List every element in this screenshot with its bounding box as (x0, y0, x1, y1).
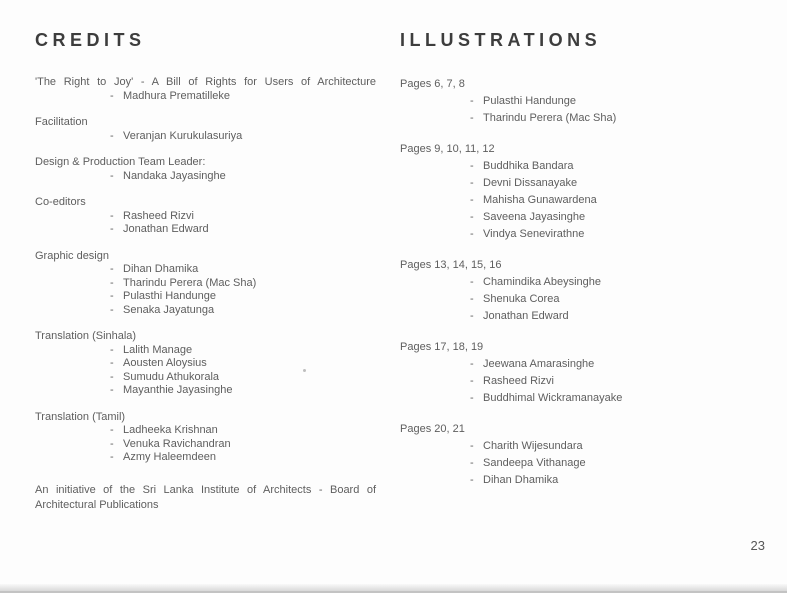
scan-artifact-dot (303, 369, 306, 372)
illustrations-section (400, 257, 750, 325)
person-name: Sandeepa Vithanage (483, 457, 586, 469)
name-row (400, 472, 750, 489)
section-label: Pages 20, 21 (400, 423, 465, 435)
list-dash-marker: - (110, 263, 114, 275)
name-row (35, 371, 376, 385)
list-dash-marker: - (470, 95, 474, 107)
name-row (35, 384, 376, 398)
person-name: Rasheed Rizvi (123, 209, 194, 222)
person-name: Dihan Dhamika (123, 263, 199, 275)
list-dash-marker: - (470, 358, 474, 370)
name-row (35, 223, 376, 237)
credits-title: CREDITS (35, 30, 146, 50)
section-label: Translation (Sinhala) (35, 330, 137, 342)
person-name: Tharindu Perera (Mac Sha) (483, 112, 617, 124)
section-label: 'The Right to Joy' - A Bill of Rights for Users of Architecture (35, 76, 376, 88)
person-name: Venuka Ravichandran (123, 437, 231, 450)
person-name: Mayanthie Jayasinghe (123, 384, 233, 396)
illustrations-section (400, 421, 750, 489)
person-name: Sumudu Athukorala (123, 370, 220, 383)
person-name: Azmy Haleemdeen (123, 451, 216, 463)
list-dash-marker: - (470, 160, 474, 172)
illustrations-section (400, 76, 750, 127)
credits-section-list (35, 76, 376, 465)
name-row (400, 308, 750, 325)
name-row (400, 274, 750, 291)
section-label: Co-editors (35, 196, 86, 208)
list-dash-marker: - (110, 276, 114, 289)
name-row (35, 90, 376, 104)
name-row (35, 290, 376, 304)
credits-section (35, 156, 376, 183)
list-dash-marker: - (470, 310, 474, 322)
list-dash-marker: - (110, 129, 114, 142)
name-row (35, 170, 376, 184)
person-name: Tharindu Perera (Mac Sha) (123, 276, 257, 289)
list-dash-marker: - (110, 357, 114, 369)
page-bottom-edge (0, 584, 787, 593)
name-row (400, 175, 750, 192)
credits-section (35, 411, 376, 465)
section-label: Pages 9, 10, 11, 12 (400, 143, 495, 155)
name-row (400, 226, 750, 243)
name-row (35, 344, 376, 358)
name-row (35, 357, 376, 371)
person-name: Jeewana Amarasinghe (483, 358, 595, 370)
credits-section (35, 196, 376, 237)
person-name: Chamindika Abeysinghe (483, 276, 602, 288)
section-label: Graphic design (35, 249, 109, 262)
illustrations-column (400, 30, 750, 503)
section-label: Pages 17, 18, 19 (400, 341, 484, 353)
person-name: Saveena Jayasinghe (483, 211, 586, 223)
name-row (35, 304, 376, 318)
list-dash-marker: - (110, 169, 114, 182)
name-row (35, 263, 376, 277)
name-row (400, 356, 750, 373)
list-dash-marker: - (110, 437, 114, 450)
person-name: Shenuka Corea (483, 293, 560, 305)
list-dash-marker: - (110, 290, 114, 302)
person-name: Jonathan Edward (123, 223, 209, 235)
credits-section (35, 116, 376, 143)
section-label: Pages 13, 14, 15, 16 (400, 259, 502, 271)
list-dash-marker: - (470, 392, 474, 404)
list-dash-marker: - (470, 457, 474, 469)
name-row (400, 373, 750, 390)
name-row (35, 277, 376, 291)
list-dash-marker: - (110, 303, 114, 316)
person-name: Vindya Senevirathne (483, 228, 585, 240)
credits-section (35, 250, 376, 318)
list-dash-marker: - (470, 293, 474, 305)
list-dash-marker: - (470, 474, 474, 486)
name-row (400, 390, 750, 407)
person-name: Devni Dissanayake (483, 177, 578, 189)
person-name: Pulasthi Handunge (483, 95, 576, 107)
person-name: Charith Wijesundara (483, 440, 583, 452)
list-dash-marker: - (470, 276, 474, 288)
credits-column (35, 30, 376, 513)
name-row (400, 93, 750, 110)
name-row (400, 209, 750, 226)
credits-footer-note: An initiative of the Sri Lanka Institute of Architects - Board of Architectural Publications (35, 483, 376, 511)
person-name: Veranjan Kurukulasuriya (123, 129, 243, 142)
person-name: Jonathan Edward (483, 310, 569, 322)
list-dash-marker: - (110, 89, 114, 102)
name-row (400, 291, 750, 308)
name-row (35, 451, 376, 465)
name-row (400, 158, 750, 175)
list-dash-marker: - (470, 194, 474, 206)
name-row (35, 424, 376, 438)
list-dash-marker: - (470, 177, 474, 189)
person-name: Buddhimal Wickramanayake (483, 392, 623, 404)
person-name: Nandaka Jayasinghe (123, 169, 226, 182)
person-name: Rasheed Rizvi (483, 375, 554, 387)
section-label: Design & Production Team Leader: (35, 156, 206, 168)
section-label: Pages 6, 7, 8 (400, 78, 465, 90)
name-row (400, 110, 750, 127)
person-name: Dihan Dhamika (483, 474, 559, 486)
list-dash-marker: - (110, 209, 114, 222)
section-label: Facilitation (35, 116, 88, 128)
person-name: Buddhika Bandara (483, 160, 574, 172)
list-dash-marker: - (470, 228, 474, 240)
list-dash-marker: - (110, 424, 114, 436)
name-row (400, 192, 750, 209)
page-number: 23 (750, 538, 765, 553)
list-dash-marker: - (470, 440, 474, 452)
person-name: Ladheeka Krishnan (123, 424, 218, 436)
list-dash-marker: - (110, 370, 114, 383)
name-row (35, 130, 376, 144)
person-name: Lalith Manage (123, 343, 193, 356)
person-name: Madhura Prematilleke (123, 89, 230, 102)
list-dash-marker: - (470, 112, 474, 124)
list-dash-marker: - (110, 384, 114, 396)
illustrations-section (400, 141, 750, 243)
person-name: Aousten Aloysius (123, 357, 207, 369)
illustrations-section-list (400, 76, 750, 489)
credits-section (35, 76, 376, 103)
list-dash-marker: - (470, 375, 474, 387)
name-row (35, 210, 376, 224)
list-dash-marker: - (110, 223, 114, 235)
illustrations-section (400, 339, 750, 407)
list-dash-marker: - (110, 343, 114, 356)
person-name: Senaka Jayatunga (123, 303, 215, 316)
list-dash-marker: - (470, 211, 474, 223)
name-row (35, 438, 376, 452)
list-dash-marker: - (110, 451, 114, 463)
person-name: Pulasthi Handunge (123, 290, 216, 302)
section-label: Translation (Tamil) (35, 410, 126, 423)
name-row (400, 438, 750, 455)
person-name: Mahisha Gunawardena (483, 194, 597, 206)
credits-section (35, 330, 376, 398)
name-row (400, 455, 750, 472)
illustrations-title: ILLUSTRATIONS (400, 30, 602, 50)
